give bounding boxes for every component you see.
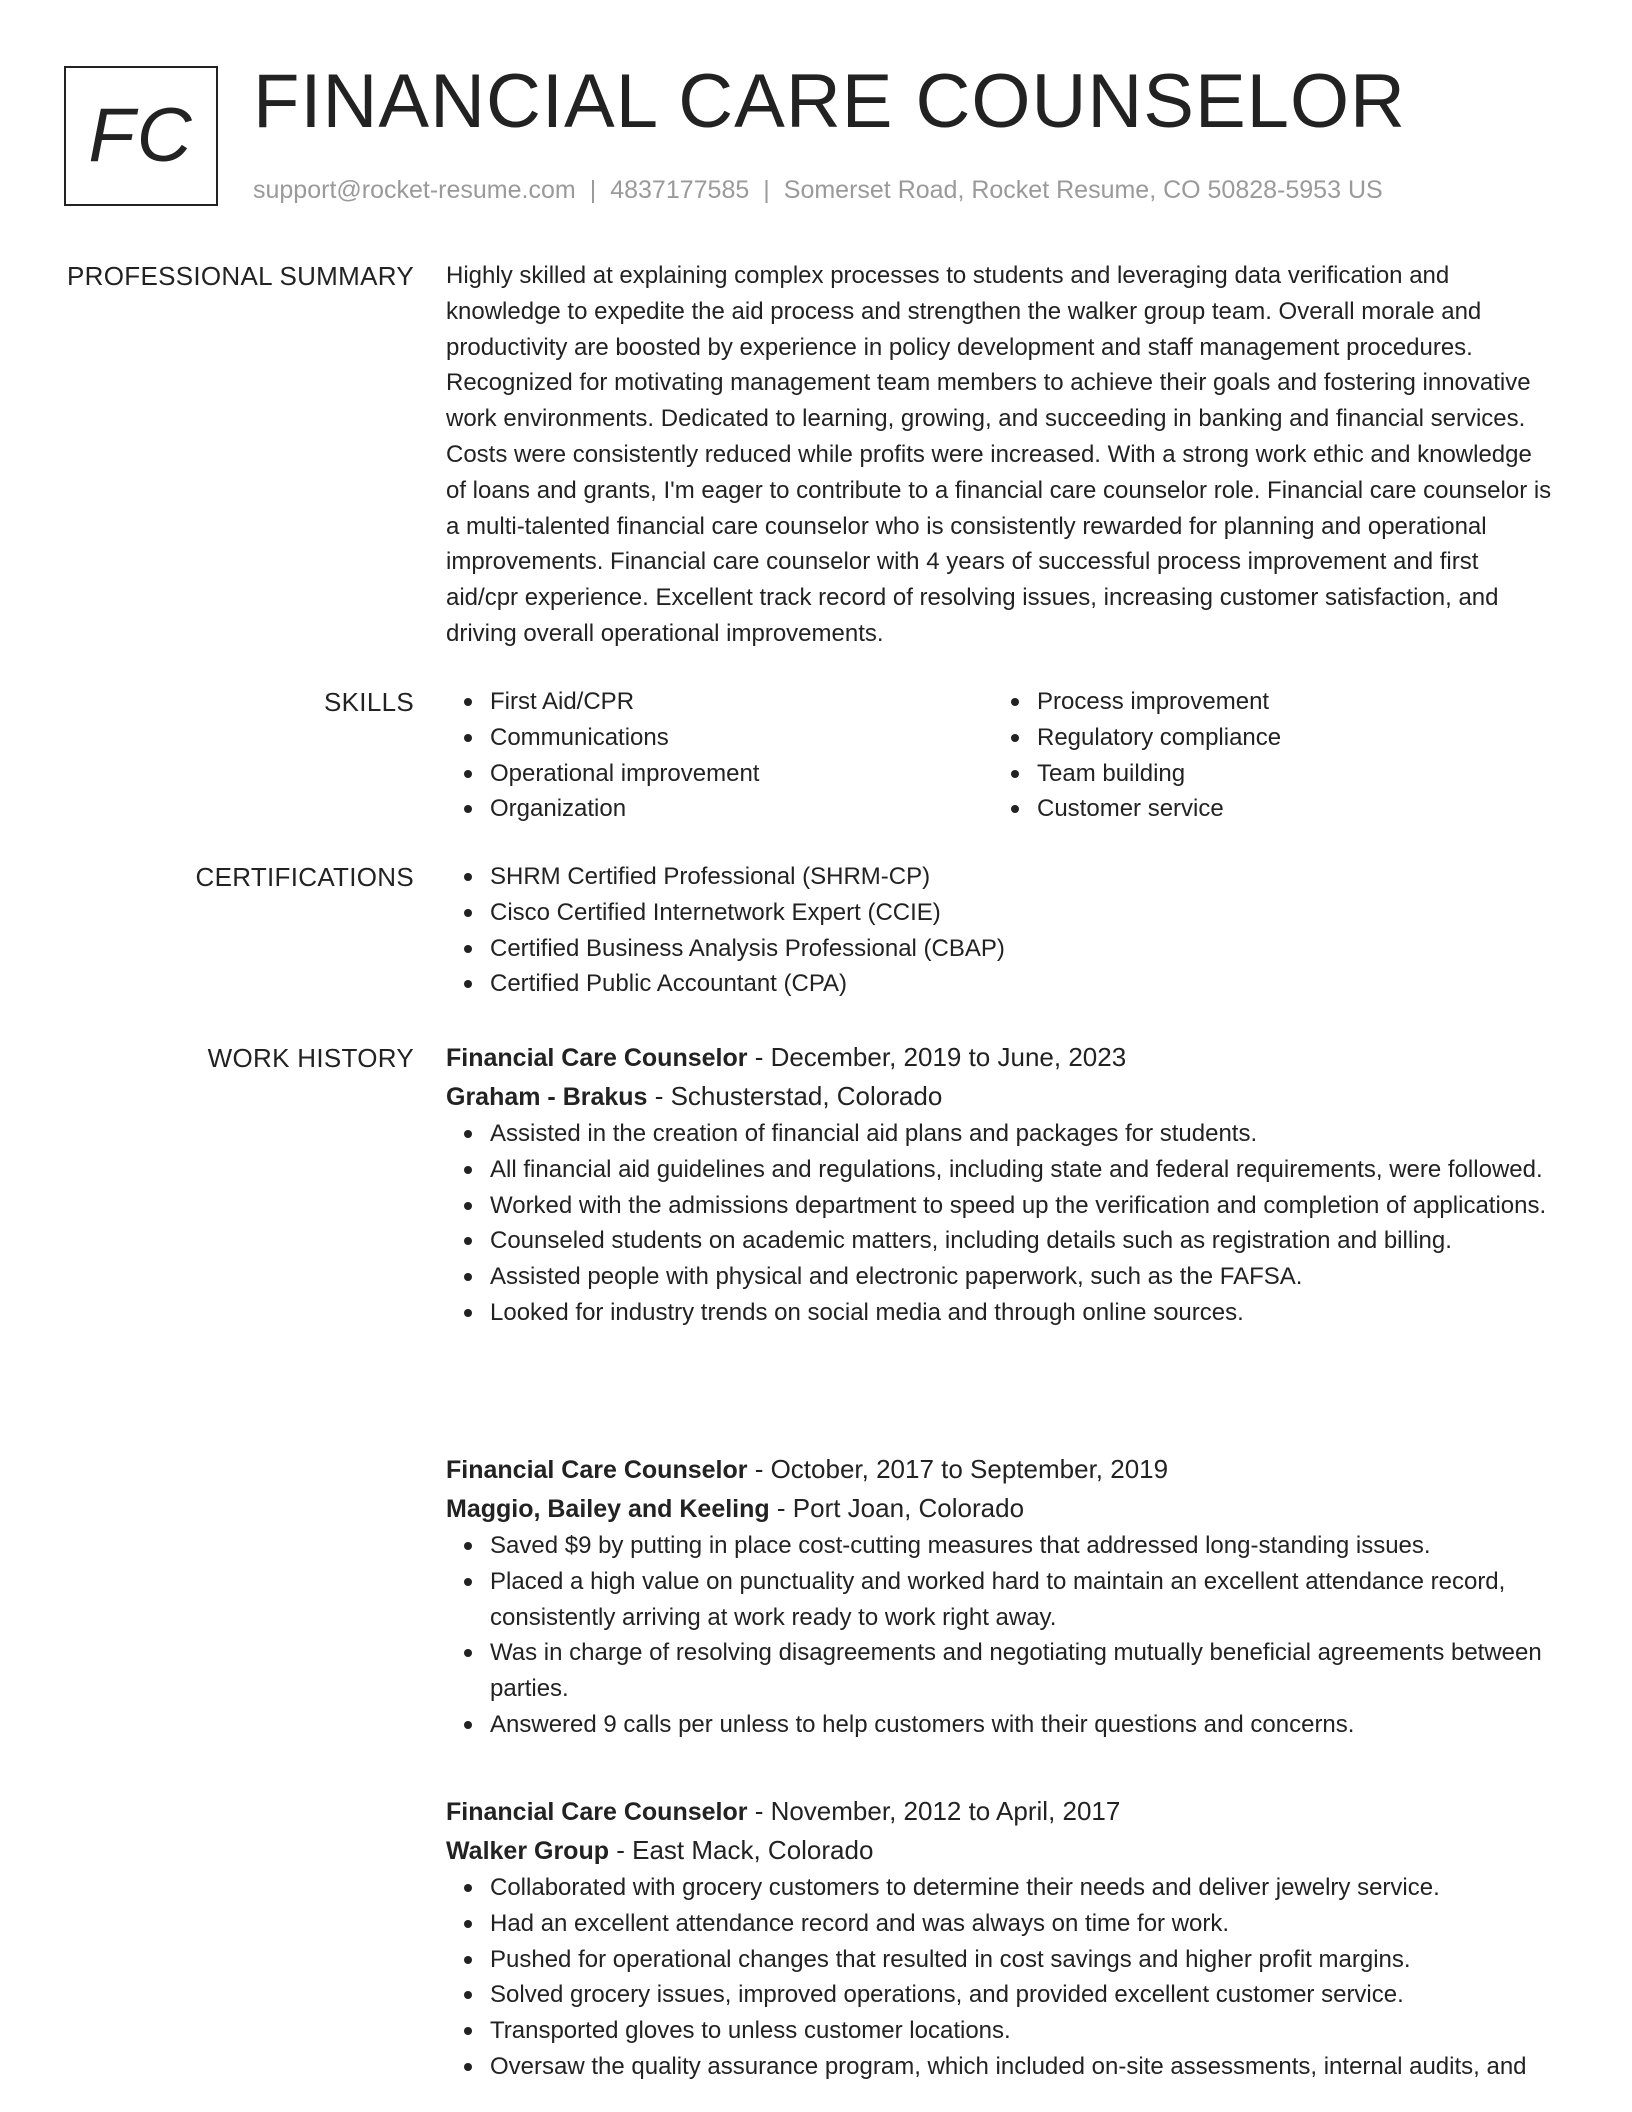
candidate-name: FINANCIAL CARE COUNSELOR [253,59,1406,144]
skill-item: Communications [490,720,993,756]
job-company-line [446,1831,1556,1870]
job-bullet: Placed a high value on punctuality and worked hard to maintain an excellent attendance record, consistently arriving at work ready to work right away. [490,1564,1556,1636]
skill-item: Operational improvement [490,756,993,792]
job-title-line [446,1792,1556,1831]
job-bullet: Assisted people with physical and electronic paperwork, such as the FAFSA. [490,1259,1556,1295]
skills-column-left [446,684,993,827]
job-dates: - November, 2012 to April, 2017 [747,1796,1121,1826]
job-bullet: All financial aid guidelines and regulations, including state and federal requirements, were followed. [490,1152,1556,1188]
monogram-box [64,66,218,206]
job-title-line [446,1450,1556,1489]
job-title-line [446,1038,1556,1077]
job-company: Walker Group [446,1837,609,1865]
certifications-heading: CERTIFICATIONS [195,862,414,892]
job-entry [446,1792,1556,2085]
skill-item: Organization [490,791,993,827]
job-dates: - December, 2019 to June, 2023 [747,1042,1127,1072]
job-dates: - October, 2017 to September, 2019 [747,1454,1169,1484]
skill-item: Customer service [1037,791,1540,827]
skill-item: Team building [1037,756,1540,792]
job-entry [446,1038,1556,1331]
job-company-line [446,1077,1556,1116]
contact-email: support@rocket-resume.com [253,176,576,204]
job-title: Financial Care Counselor [446,1044,748,1072]
skills-grid [446,684,1556,827]
contact-separator: | [763,176,770,204]
certification-item: Certified Public Accountant (CPA) [490,966,1556,1002]
job-title: Financial Care Counselor [446,1798,748,1826]
contact-separator: | [589,176,597,204]
contact-phone: 4837177585 [610,176,750,204]
job-location: - East Mack, Colorado [609,1835,874,1865]
job-bullet: Solved grocery issues, improved operations, and provided excellent customer service. [490,1977,1556,2013]
certification-item: Cisco Certified Internetwork Expert (CCIE) [490,895,1556,931]
job-company: Graham - Brakus [446,1083,648,1111]
job-company-line [446,1489,1556,1528]
job-bullets [446,1528,1556,1743]
job-bullet: Pushed for operational changes that resulted in cost savings and higher profit margins. [490,1942,1556,1978]
certification-item: Certified Business Analysis Professional (CBAP) [490,931,1556,967]
job-bullet: Collaborated with grocery customers to determine their needs and deliver jewelry service. [490,1870,1556,1906]
summary-text: Highly skilled at explaining complex processes to students and leveraging data verification and knowledge to expedite the aid process and strengthen the walker group team. Overall morale and productivity are boosted by experience in policy development and staff management procedures. Recognized for motivating management team members to achieve their goals and fostering innovative work environments. Dedicated to learning, growing, and succeeding in banking and financial services. Costs were consistently reduced while profits were increased. With a strong work ethic and knowledge of loans and grants, I'm eager to contribute to a financial care counselor role. Financial care counselor is a multi-talented financial care counselor who is consistently rewarded for planning and operational improvements. Financial care counselor with 4 years of successful process improvement and first aid/cpr experience. Excellent track record of resolving issues, increasing customer satisfaction, and driving overall operational improvements. [446,262,1552,647]
job-bullet: Saved $9 by putting in place cost-cutting measures that addressed long-standing issues. [490,1528,1556,1564]
certifications-body [446,859,1556,1002]
monogram-initials: FC [88,93,194,178]
skills-column-right [993,684,1540,827]
job-bullet: Had an excellent attendance record and was always on time for work. [490,1906,1556,1942]
job-bullet: Worked with the admissions department to speed up the verification and completion of applications. [490,1188,1556,1224]
job-bullet: Transported gloves to unless customer locations. [490,2013,1556,2049]
job-bullet: Assisted in the creation of financial aid plans and packages for students. [490,1116,1556,1152]
skill-item: Process improvement [1037,684,1540,720]
contact-address: Somerset Road, Rocket Resume, CO 50828-5953 US [783,176,1383,204]
summary-heading: PROFESSIONAL SUMMARY [67,261,414,291]
job-bullets [446,1870,1556,2085]
contact-line [253,174,1383,206]
job-bullet: Oversaw the quality assurance program, which included on-site assessments, internal audits, and [490,2049,1556,2085]
skills-heading: SKILLS [324,687,414,717]
skill-item: Regulatory compliance [1037,720,1540,756]
job-bullet: Looked for industry trends on social media and through online sources. [490,1295,1556,1331]
job-bullets [446,1116,1556,1331]
job-company: Maggio, Bailey and Keeling [446,1495,770,1523]
certification-item: SHRM Certified Professional (SHRM-CP) [490,859,1556,895]
job-title: Financial Care Counselor [446,1456,748,1484]
work-history-heading: WORK HISTORY [207,1043,414,1073]
summary-body [446,258,1556,652]
skill-item: First Aid/CPR [490,684,993,720]
job-location: - Port Joan, Colorado [769,1493,1025,1523]
job-bullet: Was in charge of resolving disagreements and negotiating mutually beneficial agreements between parties. [490,1635,1556,1707]
job-bullet: Answered 9 calls per unless to help customers with their questions and concerns. [490,1707,1556,1743]
job-entry [446,1450,1556,1743]
job-location: - Schusterstad, Colorado [647,1081,943,1111]
job-bullet: Counseled students on academic matters, including details such as registration and billing. [490,1223,1556,1259]
skills-body [446,684,1556,827]
